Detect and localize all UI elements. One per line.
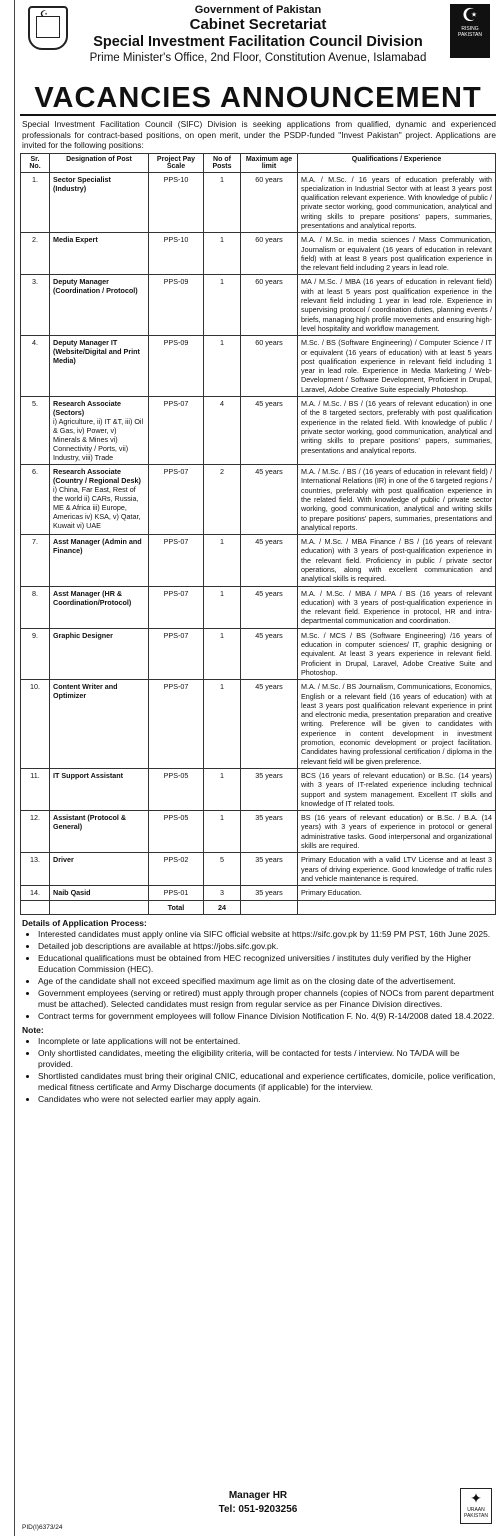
cell-designation: Deputy Manager IT (Website/Digital and Print Media) xyxy=(50,336,149,397)
pid-number: PID(I)6373/24 xyxy=(22,1524,63,1531)
cell-qualifications: M.A. / M.Sc. / BS Journalism, Communications, Economics, English or a relevant field (16 years of education) with at least 3 years post qualification relevant experience in print and electronic media, presentation preparation and creative writing. Preference will be given to candidates with experience in content development in investment promotion, economic development or project facilitation. Candidates having professional certification / diploma in the relevant field will be given preference. xyxy=(298,680,496,769)
cell-designation: Graphic Designer xyxy=(50,628,149,679)
cell-qualifications: BS (16 years of relevant education) or B.Sc. / B.A. (14 years) with 3 years of experience in protocol or general administrative tasks. Good interpersonal and organizational skills are required. xyxy=(298,811,496,853)
rising-pakistan-logo-icon: ☪ RISING PAKISTAN xyxy=(450,4,490,58)
cell-pay-scale: PPS-07 xyxy=(149,680,204,769)
total-row xyxy=(21,900,496,914)
cell-pay-scale: PPS-10 xyxy=(149,233,204,275)
process-item: • Educational qualifications must be obtained from HEC recognized universities / institutes duly verified by the Higher Education Commission (HEC). xyxy=(38,953,496,975)
page-title: VACANCIES ANNOUNCEMENT xyxy=(20,82,496,116)
header xyxy=(20,0,496,84)
process-item: • Government employees (serving or retired) must apply through proper channels (copies of NOCs from parent department must be attached). Selected candidates must resign from regular service as per Finance Division directives. xyxy=(38,988,496,1010)
header-cabinet: Cabinet Secretariat xyxy=(189,16,327,33)
table-row xyxy=(21,680,496,769)
footer xyxy=(20,1488,496,1536)
cell-pay-scale: PPS-07 xyxy=(149,397,204,465)
process-item: • Interested candidates must apply online via SIFC official website at https://sifc.gov.pk by 11:59 PM PST, 16th June 2025. xyxy=(38,929,496,940)
cell-pay-scale: PPS-05 xyxy=(149,811,204,853)
header-address: Prime Minister's Office, 2nd Floor, Constitution Avenue, Islamabad xyxy=(89,52,427,64)
table-header-row xyxy=(21,153,496,172)
table-row xyxy=(21,336,496,397)
note-item: • Shortlisted candidates must bring their original CNIC, educational and experience certificates, domicile, police verification, medical fitness certificate and Army Discharge documents (if applicable) for the interview. xyxy=(38,1071,496,1093)
cell-posts: 5 xyxy=(204,853,241,886)
table-row xyxy=(21,465,496,535)
cell-qualifications: M.A. / M.Sc. / BS / (16 years of education in relevant field) / International Relations (IR) in one of the 6 targeted regions / countries, preferably with post qualification experience in the related field. With knowledge of public / private sector working, good communication, analytical and writing skills to prepare positions' papers, summaries, presentations and analytical reports. xyxy=(298,465,496,535)
cell-qualifications: M.Sc. / BS (Software Engineering) / Computer Science / IT or equivalent (16 years of education) with at least 5 years post qualification experience in relevant field including 1 year in lead role. Experience in Media Marketing / Web-Development / Software Development, Proficient in Drupal, Laravel, Adobe Creative Suite especially Photoshop. xyxy=(298,336,496,397)
cell-designation: IT Support Assistant xyxy=(50,768,149,810)
cell-qualifications: M.A. / M.Sc. / 16 years of education preferably with specialization in Industrial Sector with at least 3 years post qualification relevant experience. With knowledge of public / private sector working, good communication, analytical and writing skills to prepare positions' papers, summaries, presentations and analytical reports. xyxy=(298,172,496,233)
manager-telephone: Tel: 051-9203256 xyxy=(218,1504,298,1515)
cell-subsectors: i) China, Far East, Rest of the world ii) CARs, Russia, ME & Africa iii) Europe, Americas iv) KSA, v) Qatar, Kuwait vi) UAE xyxy=(53,485,141,531)
cell-qualifications: BCS (16 years of relevant education) or B.Sc. (14 years) with 3 years of IT-related experience including technical support and system management. Excellent IT skills and knowledge of IT related tools. xyxy=(298,768,496,810)
cell-age-limit: 60 years xyxy=(241,336,298,397)
cell-posts: 1 xyxy=(204,336,241,397)
manager-title: Manager HR xyxy=(228,1490,288,1501)
intro-paragraph: Special Investment Facilitation Council (SIFC) Division is seeking applications from qualified, dynamic and experienced professionals for contract-based positions, on open merit, under the PSDP-funded "Invest Pakistan" project. Applications are invited for the following positions: xyxy=(22,119,496,150)
cell-sr: 1. xyxy=(21,172,50,233)
cell-designation: Content Writer and Optimizer xyxy=(50,680,149,769)
cell-sr: 9. xyxy=(21,628,50,679)
table-row xyxy=(21,172,496,233)
note-list xyxy=(20,1036,496,1105)
total-label: Total xyxy=(149,900,204,914)
vacancies-table xyxy=(20,153,496,915)
cell-pay-scale: PPS-05 xyxy=(149,768,204,810)
header-division: Special Investment Facilitation Council Division xyxy=(93,34,423,50)
cell-sr: 3. xyxy=(21,275,50,336)
cell-designation: Asst Manager (Admin and Finance) xyxy=(50,535,149,586)
cell-posts: 1 xyxy=(204,811,241,853)
table-row xyxy=(21,535,496,586)
table-row xyxy=(21,853,496,886)
cell-designation: Research Associate (Sectors) i) Agriculture, ii) IT &T, iii) Oil & Gas, iv) Power, v) Minerals & Mines vi) Connectivity / Ports, vii) Industry, viii) Trade xyxy=(50,397,149,465)
cell-qualifications: M.A. / M.Sc. / BS / (16 years of relevant education) in one of the 8 targeted sectors, preferably with post qualification experience in the related field. With knowledge of public / private sector working, good communication, analytical and writing skills to prepare positions' papers, summaries, presentations and analytical reports. xyxy=(298,397,496,465)
cell-sr: 10. xyxy=(21,680,50,769)
cell-posts: 1 xyxy=(204,586,241,628)
cell-designation: Deputy Manager (Coordination / Protocol) xyxy=(50,275,149,336)
cell-pay-scale: PPS-07 xyxy=(149,586,204,628)
state-emblem-icon: ☪ xyxy=(28,6,68,50)
note-title: Note: xyxy=(22,1024,44,1035)
cell-pay-scale: PPS-07 xyxy=(149,465,204,535)
cell-pay-scale: PPS-07 xyxy=(149,535,204,586)
advertisement-page xyxy=(20,0,496,1536)
cell-sr: 14. xyxy=(21,886,50,900)
cell-designation: Research Associate (Country / Regional Desk) i) China, Far East, Rest of the world ii) CARs, Russia, ME & Africa iii) Europe, Americas iv) KSA, v) Qatar, Kuwait vi) UAE xyxy=(50,465,149,535)
note-item: • Incomplete or late applications will not be entertained. xyxy=(38,1036,496,1047)
table-row xyxy=(21,886,496,900)
cell-age-limit: 35 years xyxy=(241,886,298,900)
cell-sr: 6. xyxy=(21,465,50,535)
cell-age-limit: 35 years xyxy=(241,853,298,886)
cell-age-limit: 45 years xyxy=(241,397,298,465)
cell-age-limit: 45 years xyxy=(241,465,298,535)
cell-sr: 13. xyxy=(21,853,50,886)
cell-designation: Asst Manager (HR & Coordination/Protocol) xyxy=(50,586,149,628)
cell-age-limit: 45 years xyxy=(241,535,298,586)
cell-pay-scale: PPS-10 xyxy=(149,172,204,233)
col-header-age: Maximum age limit xyxy=(241,153,298,172)
cell-sr: 2. xyxy=(21,233,50,275)
cell-qualifications: M.Sc. / MCS / BS (Software Engineering) /16 years of education in computer sciences/ IT, graphic designing or equivalent. At least 3 years experience in relevant field. Proficient in Drupal, Laravel, Adobe Creative Suite and Photoshop. xyxy=(298,628,496,679)
table-row xyxy=(21,233,496,275)
table-row xyxy=(21,628,496,679)
table-row xyxy=(21,768,496,810)
process-title: Details of Application Process: xyxy=(22,917,147,928)
total-value: 24 xyxy=(204,900,241,914)
col-header-posts: No of Posts xyxy=(204,153,241,172)
col-header-sr: Sr. No. xyxy=(21,153,50,172)
cell-age-limit: 35 years xyxy=(241,811,298,853)
header-government: Government of Pakistan xyxy=(194,4,322,16)
note-item: • Candidates who were not selected earlier may apply again. xyxy=(38,1094,496,1105)
table-row xyxy=(21,275,496,336)
process-item: • Detailed job descriptions are available at https://jobs.sifc.gov.pk. xyxy=(38,941,496,952)
cell-age-limit: 60 years xyxy=(241,233,298,275)
process-item: • Age of the candidate shall not exceed specified maximum age limit as on the closing date of the advertisement. xyxy=(38,976,496,987)
cell-pay-scale: PPS-02 xyxy=(149,853,204,886)
cell-age-limit: 45 years xyxy=(241,586,298,628)
cell-pay-scale: PPS-07 xyxy=(149,628,204,679)
cell-subsectors: i) Agriculture, ii) IT &T, iii) Oil & Gas, iv) Power, v) Minerals & Mines vi) Connectivity / Ports, vii) Industry, viii) Trade xyxy=(53,417,144,463)
cell-posts: 1 xyxy=(204,275,241,336)
cell-sr: 12. xyxy=(21,811,50,853)
cell-posts: 1 xyxy=(204,535,241,586)
cell-sr: 4. xyxy=(21,336,50,397)
cell-posts: 1 xyxy=(204,172,241,233)
cell-designation: Media Expert xyxy=(50,233,149,275)
process-item: • Contract terms for government employees will follow Finance Division Notification F. No. 4(9) R-14/2008 dated 18.4.2022. xyxy=(38,1011,496,1022)
cell-posts: 1 xyxy=(204,233,241,275)
cell-posts: 1 xyxy=(204,628,241,679)
cell-age-limit: 45 years xyxy=(241,628,298,679)
cell-posts: 1 xyxy=(204,680,241,769)
cell-qualifications: M.A. / M.Sc. / MBA Finance / BS / (16 years of relevant education) with 3 years of post-qualification experience in the relevant field. Proficiency in public / private sector operations, along with excellent communication and analytical skills is required. xyxy=(298,535,496,586)
table-row xyxy=(21,397,496,465)
cell-age-limit: 45 years xyxy=(241,680,298,769)
cell-designation: Sector Specialist (Industry) xyxy=(50,172,149,233)
col-header-designation: Designation of Post xyxy=(50,153,149,172)
cell-posts: 3 xyxy=(204,886,241,900)
cell-age-limit: 35 years xyxy=(241,768,298,810)
cell-qualifications: MA / M.Sc. / MBA (16 years of education in relevant field) with at least 5 years post qualification experience in the relevant field including 1 year in lead role. Experience in supervising protocol / coordination duties, planning events / briefs, managing high profile movements and ensuring high-level hospitality and workflow management. xyxy=(298,275,496,336)
table-row xyxy=(21,586,496,628)
process-list xyxy=(20,929,496,1022)
cell-sr: 7. xyxy=(21,535,50,586)
cell-qualifications: Primary Education with a valid LTV License and at least 3 years of driving experience. Good knowledge of traffic rules and vehicle maintenance is required. xyxy=(298,853,496,886)
cell-posts: 4 xyxy=(204,397,241,465)
cell-designation: Driver xyxy=(50,853,149,886)
cell-pay-scale: PPS-09 xyxy=(149,275,204,336)
cell-age-limit: 60 years xyxy=(241,172,298,233)
cell-designation: Naib Qasid xyxy=(50,886,149,900)
cell-pay-scale: PPS-09 xyxy=(149,336,204,397)
cell-posts: 2 xyxy=(204,465,241,535)
col-header-qualifications: Qualifications / Experience xyxy=(298,153,496,172)
cell-designation: Assistant (Protocol & General) xyxy=(50,811,149,853)
adjacent-column-strip xyxy=(0,0,15,1536)
cell-sr: 8. xyxy=(21,586,50,628)
cell-qualifications: M.A. / M.Sc. in media sciences / Mass Communication, Journalism or equivalent (16 years of education in relevant field) with at least 8 years post qualification experience in the relevant field including 2 years in lead role. xyxy=(298,233,496,275)
cell-qualifications: Primary Education. xyxy=(298,886,496,900)
col-header-pay: Project Pay Scale xyxy=(149,153,204,172)
cell-qualifications: M.A. / M.Sc. / MBA / MPA / BS (16 years of relevant education) with 3 years of post-qualification experience in the relevant field. Experience in protocol, HR and intra-departmental communication and coordination. xyxy=(298,586,496,628)
note-item: • Only shortlisted candidates, meeting the eligibility criteria, will be contacted for tests / interview. No TA/DA will be provided. xyxy=(38,1048,496,1070)
cell-sr: 11. xyxy=(21,768,50,810)
cell-pay-scale: PPS-01 xyxy=(149,886,204,900)
uraan-pakistan-logo-icon: ✦ URAAN PAKISTAN xyxy=(460,1488,492,1524)
cell-posts: 1 xyxy=(204,768,241,810)
cell-age-limit: 60 years xyxy=(241,275,298,336)
cell-sr: 5. xyxy=(21,397,50,465)
table-row xyxy=(21,811,496,853)
